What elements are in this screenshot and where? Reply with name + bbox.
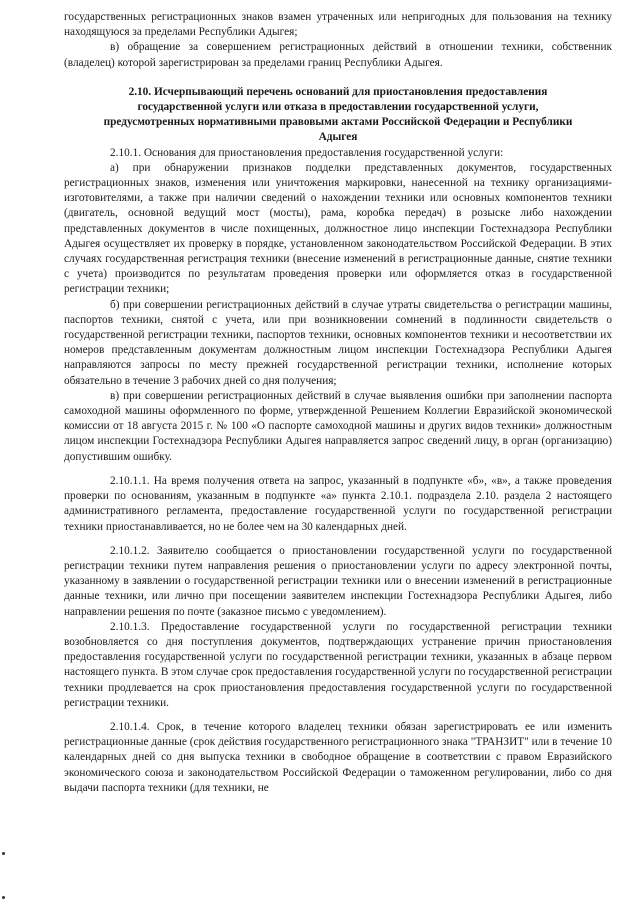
paragraph-2-10-1-2: 2.10.1.2. Заявителю сообщается о приостановлении государственной услуги по государственной регистрации техники путем направления решения о приостановлении услуги по адресу электронной почты, указанному в заявлении о государственной регистрации техники или о внесении изменений в регистрационные данные техники, или лично при посещении заявителем инспекции Гостехнадзора Республики Адыгея, либо направлении решения по почте (заказное письмо с уведомлением).: [64, 544, 612, 618]
intro-paragraph-2: в) обращение за совершением регистрационных действий в отношении техники, собственник (владелец) которой зарегистрирован за пределами границ Республики Адыгея.: [64, 41, 612, 69]
paragraph-2-10-1-4: 2.10.1.4. Срок, в течение которого владелец техники обязан зарегистрировать ее или изменить регистрационные данные (срок действия государственного регистрационного знака "ТРАНЗИТ" или в течение 10 календарных дней со дня выпуска техники в свободное обращение в соответствии с правом Евразийского экономического союза и законодательством Российской Федерации о таможенном регулировании, либо со дня выдачи паспорта техники (для техники, не: [64, 720, 612, 794]
intro-paragraph-1: государственных регистрационных знаков взамен утраченных или непригодных для пользования на технику находящуюся за пределами Республики Адыгея;: [64, 11, 612, 39]
paragraph-item-b: б) при совершении регистрационных действий в случае утраты свидетельства о регистрации машины, паспортов техники, снятой с учета, или при возникновении сомнений в подлинности свидетельств о государственной регистрации техники, паспортов техники, основных компонентов техники и несоответствии их номеров представленным документам должностным лицом инспекции Гостехнадзора Республики Адыгея направляются запросы по месту прежней государственной регистрации техники, исполнение которых обязательно в течение 3 рабочих дней со дня получения;: [64, 298, 612, 387]
paragraph-item-a: а) при обнаружении признаков подделки представленных документов, государственных регистрационных знаков, изменения или уничтожения маркировки, нанесенной на технику организациями-изготовителями, а также при наличии сведений о нахождении техники или основных компонентов техники (двигатель, основной ведущий мост (мосты), рама, коробка передач) в розыске либо нахождении представленных документов в числе похищенных, должностное лицо инспекции Гостехнадзора Республики Адыгея осуществляет их проверку в порядке, установленном законодательством Российской Федерации. В этих случаях государственная регистрация техники (внесение изменений в регистрационные данные, снятие техники с учета) производится по результатам проведения проверки или оформляется отказ в государственной регистрации техники;: [64, 161, 612, 296]
document-page: [64, 10, 612, 796]
paragraph-2-10-1-3: 2.10.1.3. Предоставление государственной услуги по государственной регистрации техники возобновляется со дня поступления документов, подтверждающих устранение причин приостановления предоставления государственной услуги по государственной регистрации техники, указанных в абзаце первом настоящего пункта. В этом случае срок предоставления государственной услуги по государственной регистрации техники продлевается на срок приостановления предоставления государственной услуги по государственной регистрации техники.: [64, 620, 612, 709]
section-heading-line-4: Адыгея: [318, 131, 358, 144]
section-heading-line-1: 2.10. Исчерпывающий перечень оснований для приостановления предоставления: [128, 85, 548, 98]
scan-speck: [2, 852, 5, 855]
paragraph-2-10-1: 2.10.1. Основания для приостановления предоставления государственной услуги:: [110, 146, 504, 159]
paragraph-item-v: в) при совершении регистрационных действий в случае выявления ошибки при заполнении паспорта самоходной машины оформленного по форме, утвержденной Решением Коллегии Евразийской экономической комиссии от 18 августа 2015 г. № 100 «О паспорте самоходной машины и других видов техники» должностным лицом инспекции Гостехнадзора Республики Адыгея направляется запрос сведений лицу, в орган (организацию) допустившим ошибку.: [64, 389, 612, 463]
paragraph-2-10-1-1: 2.10.1.1. На время получения ответа на запрос, указанный в подпункте «б», «в», а также проведения проверки по основаниям, указанным в подпункте «а» пункта 2.10.1. подраздела 2.10. раздела 2 настоящего административного регламента, предоставление государственной услуги по государственной регистрации техники приостанавливается, но не более чем на 30 календарных дней.: [64, 474, 612, 533]
scan-speck: [2, 896, 5, 899]
section-heading-line-3: предусмотренных нормативными правовыми актами Российской Федерации и Республики: [103, 116, 573, 129]
section-heading-line-2: государственной услуги или отказа в предоставлении государственной услуги,: [137, 101, 539, 114]
section-heading: [64, 85, 612, 146]
